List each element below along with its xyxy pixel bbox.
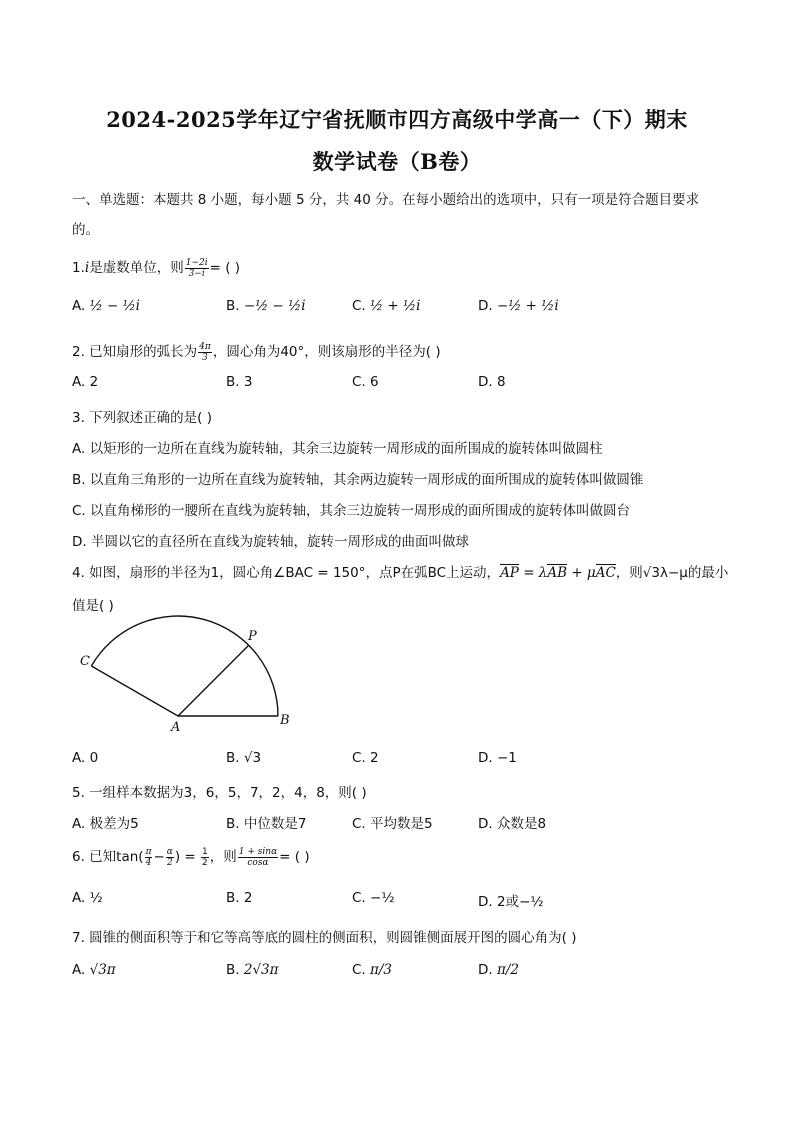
question-4-stem: 4. 如图，扇形的半径为1，圆心角∠BAC = 150°，点P在弧BC上运动，AP = λAB + μAC，则√3λ−μ的最小 — [72, 565, 729, 581]
question-4-option-c: C. 2 — [352, 750, 379, 766]
question-5-option-b: B. 中位数是7 — [226, 816, 307, 832]
question-5-option-a: A. 极差为5 — [72, 816, 139, 832]
question-3-option-b: B. 以直角三角形的一边所在直线为旋转轴，其余两边旋转一周形成的面所围成的旋转体叫做圆锥 — [72, 472, 644, 488]
question-7-option-a: A. √3π — [72, 962, 116, 978]
question-2-option-d: D. 8 — [478, 374, 506, 390]
question-5-stem: 5. 一组样本数据为3，6，5，7，2，4，8，则( ) — [72, 785, 367, 801]
question-1-option-c: C. ½ + ½i — [352, 298, 421, 314]
question-4-option-d: D. −1 — [478, 750, 517, 766]
page-title: 2024-2025学年辽宁省抚顺市四方高级中学高一（下）期末 — [106, 107, 688, 132]
question-2-option-a: A. 2 — [72, 374, 99, 390]
question-2-option-c: C. 6 — [352, 374, 379, 390]
question-6-option-a: A. ½ — [72, 890, 103, 906]
radius-ac — [91, 666, 178, 716]
question-6-option-c: C. −½ — [352, 890, 395, 906]
question-1-option-d: D. −½ + ½i — [478, 298, 559, 314]
section-instructions-line1: 一、单选题：本题共 8 小题，每小题 5 分，共 40 分。在每小题给出的选项中，只有一项是符合题目要求 — [72, 192, 700, 208]
question-6-stem: 6. 已知tan( $\frac{\pi}{4}$ − $\frac{\alpha}{2}$ ) = $\frac{1}{2}$ ，则 $\frac{1 + \sin\alpha}{\cos\alpha}$ = ( ) — [72, 846, 310, 868]
question-6-option-b: B. 2 — [226, 890, 253, 906]
question-3-stem: 3. 下列叙述正确的是( ) — [72, 410, 212, 426]
question-7-option-b: B. 2√3π — [226, 962, 279, 978]
sector-figure — [72, 612, 302, 736]
question-1-stem: 1.i是虚数单位，则 $\frac{1-2i}{3-i}$ = ( ) — [72, 257, 241, 279]
question-3-option-a: A. 以矩形的一边所在直线为旋转轴，其余三边旋转一周形成的面所围成的旋转体叫做圆柱 — [72, 441, 603, 457]
page-subtitle: 数学试卷（B卷） — [312, 149, 482, 174]
question-3-option-d: D. 半圆以它的直径所在直线为旋转轴，旋转一周形成的曲面叫做球 — [72, 534, 469, 550]
point-p-label: P — [248, 629, 257, 644]
point-a-label: A — [171, 720, 181, 735]
question-7-stem: 7. 圆锥的侧面积等于和它等高等底的圆柱的侧面积，则圆锥侧面展开图的圆心角为( ) — [72, 930, 577, 946]
question-3-option-c: C. 以直角梯形的一腰所在直线为旋转轴，其余三边旋转一周形成的面所围成的旋转体叫做圆台 — [72, 503, 631, 519]
question-2-stem: 2. 已知扇形的弧长为 $\frac{4\pi}{3}$ ，圆心角为40°，则该扇形的半径为( ) — [72, 341, 441, 363]
q1-fraction: $\frac{1-2i}{3-i}$ — [185, 257, 208, 279]
point-c-label: C — [80, 654, 90, 669]
section-instructions-line2: 的。 — [72, 222, 99, 238]
question-7-option-c: C. π/3 — [352, 962, 393, 978]
question-7-option-d: D. π/2 — [478, 962, 519, 978]
point-b-label: B — [280, 713, 290, 728]
question-6-option-d: D. 2或−½ — [478, 894, 544, 910]
question-4-stem-cont: 值是( ) — [72, 598, 114, 614]
question-5-option-c: C. 平均数是5 — [352, 816, 433, 832]
question-4-option-b: B. √3 — [226, 750, 262, 766]
question-2-option-b: B. 3 — [226, 374, 253, 390]
question-4-option-a: A. 0 — [72, 750, 99, 766]
q2-fraction: $\frac{4\pi}{3}$ — [199, 341, 211, 363]
radius-ap — [178, 645, 249, 716]
question-1-option-b: B. −½ − ½i — [226, 298, 306, 314]
question-1-option-a: A. ½ − ½i — [72, 298, 140, 314]
question-5-option-d: D. 众数是8 — [478, 816, 547, 832]
